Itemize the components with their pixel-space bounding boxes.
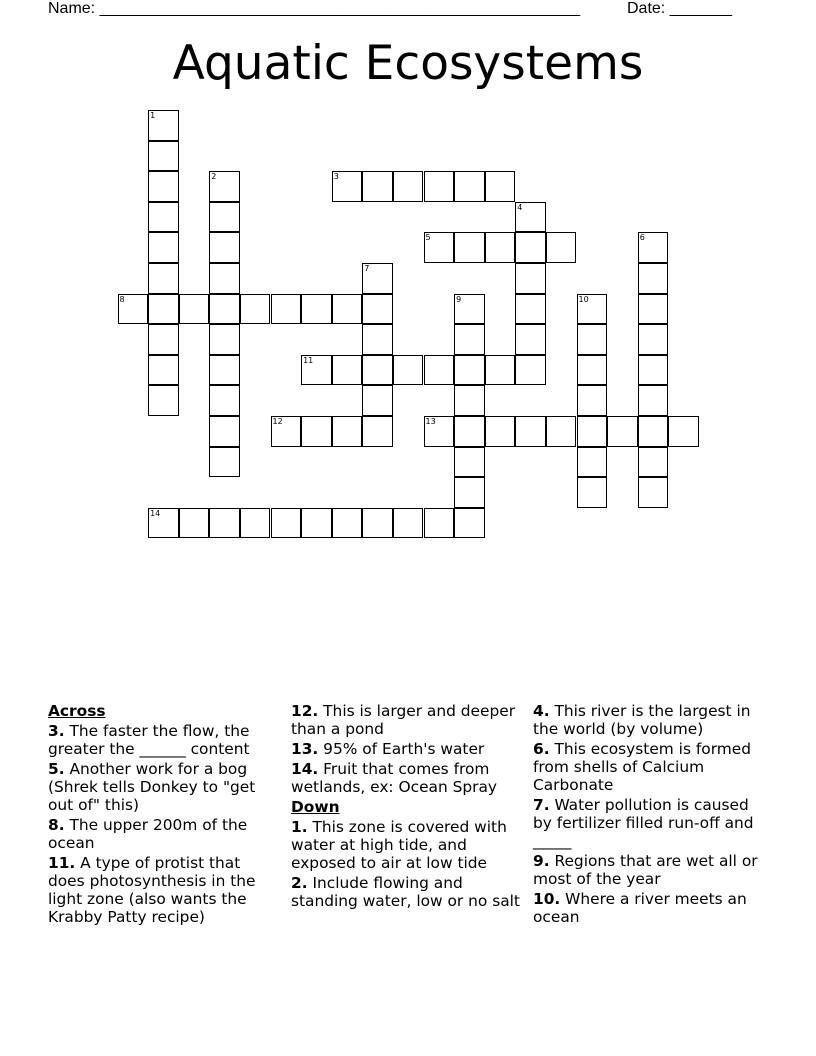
clue-text: This zone is covered with water at high tide, and exposed to air at low tide [291, 818, 507, 872]
grid-cell[interactable] [515, 416, 546, 447]
grid-cell[interactable] [454, 355, 485, 386]
clue-number: 12 [272, 417, 283, 426]
grid-cell[interactable] [209, 202, 240, 233]
grid-cell[interactable] [148, 385, 179, 416]
clue-number: 4 [517, 202, 523, 212]
clue-number: 11. [48, 854, 76, 872]
grid-cell[interactable] [271, 416, 302, 447]
clues-column-1 [48, 702, 278, 928]
grid-cell[interactable] [301, 416, 332, 447]
grid-cell[interactable] [209, 324, 240, 355]
grid-cell[interactable] [362, 294, 393, 325]
clue-text: A type of protist that does photosynthesis in the light zone (also wants the Krabby Patty recipe) [48, 854, 256, 926]
grid-cell[interactable] [577, 294, 608, 325]
clue-number: 5. [48, 760, 65, 778]
grid-cell[interactable] [577, 477, 608, 508]
clue-number: 4. [533, 702, 550, 720]
grid-cell[interactable] [424, 355, 455, 386]
clue [291, 760, 523, 796]
grid-cell[interactable] [209, 171, 240, 202]
clue-text: This is larger and deeper than a pond [291, 702, 516, 738]
clue-text: 95% of Earth's water [318, 740, 485, 758]
grid-cell[interactable] [638, 447, 669, 478]
grid-cell[interactable] [454, 294, 485, 325]
grid-cell[interactable] [271, 294, 302, 325]
clue [533, 852, 765, 888]
grid-cell[interactable] [454, 477, 485, 508]
grid-cell[interactable] [148, 355, 179, 386]
clue [48, 722, 278, 758]
grid-cell[interactable] [179, 294, 210, 325]
clues-column-2 [291, 702, 523, 912]
grid-cell[interactable] [454, 232, 485, 263]
grid-cell[interactable] [607, 416, 638, 447]
clue-number: 14 [150, 508, 161, 518]
grid-cell[interactable] [454, 447, 485, 478]
clue-text: This river is the largest in the world (by volume) [533, 702, 751, 738]
grid-cell[interactable] [148, 110, 179, 141]
grid-cell[interactable] [362, 324, 393, 355]
clue-number: 2. [291, 874, 308, 892]
grid-cell[interactable] [362, 416, 393, 447]
grid-cell[interactable] [485, 232, 516, 263]
grid-cell[interactable] [148, 141, 179, 172]
grid-cell[interactable] [454, 385, 485, 416]
clue-text: Fruit that comes from wetlands, ex: Ocean Spray [291, 760, 498, 796]
clue-number: 10 [578, 294, 589, 304]
grid-cell[interactable] [301, 294, 332, 325]
grid-cell[interactable] [515, 324, 546, 355]
grid-cell[interactable] [362, 355, 393, 386]
grid-cell[interactable] [638, 385, 669, 416]
grid-cell[interactable] [638, 324, 669, 355]
grid-cell[interactable] [485, 171, 516, 202]
clue-number: 13. [291, 740, 319, 758]
grid-cell[interactable] [638, 263, 669, 294]
clue-text: The upper 200m of the ocean [48, 816, 248, 852]
grid-cell[interactable] [638, 294, 669, 325]
grid-cell[interactable] [209, 508, 240, 539]
grid-cell[interactable] [301, 355, 332, 386]
grid-cell[interactable] [301, 508, 332, 539]
clue [533, 740, 765, 794]
clue-number: 1 [150, 111, 156, 120]
grid-cell[interactable] [515, 202, 546, 233]
clue-number: 2 [211, 172, 217, 182]
grid-cell[interactable] [424, 508, 455, 539]
clue [48, 816, 278, 852]
clue-number: 10. [533, 890, 561, 908]
grid-cell[interactable] [332, 416, 363, 447]
across-heading: Across [48, 702, 106, 720]
grid-cell[interactable] [546, 232, 577, 263]
grid-cell[interactable] [515, 355, 546, 386]
clue-number: 9. [533, 852, 550, 870]
grid-cell[interactable] [148, 232, 179, 263]
down-heading: Down [291, 798, 340, 816]
grid-cell[interactable] [148, 324, 179, 355]
grid-cell[interactable] [209, 232, 240, 263]
grid-cell[interactable] [577, 355, 608, 386]
grid-cell[interactable] [638, 477, 669, 508]
clue [48, 854, 278, 926]
grid-cell[interactable] [515, 294, 546, 325]
grid-cell[interactable] [209, 447, 240, 478]
grid-cell[interactable] [209, 294, 240, 325]
grid-cell[interactable] [393, 355, 424, 386]
grid-cell[interactable] [515, 263, 546, 294]
grid-cell[interactable] [577, 324, 608, 355]
grid-cell[interactable] [148, 171, 179, 202]
grid-cell[interactable] [424, 171, 455, 202]
clue-number: 6. [533, 740, 550, 758]
grid-cell[interactable] [393, 171, 424, 202]
clue [291, 702, 523, 738]
grid-cell[interactable] [485, 355, 516, 386]
grid-cell[interactable] [638, 416, 669, 447]
grid-cell[interactable] [454, 171, 485, 202]
clue-number: 3 [333, 172, 339, 182]
clue-number: 7 [364, 264, 370, 273]
grid-cell[interactable] [546, 416, 577, 447]
clue-text: This ecosystem is formed from shells of Calcium Carbonate [533, 740, 751, 794]
grid-cell[interactable] [485, 416, 516, 447]
clue-number: 9 [456, 294, 462, 304]
grid-cell[interactable] [240, 294, 271, 325]
clue-text: Where a river meets an ocean [533, 890, 747, 926]
grid-cell[interactable] [240, 508, 271, 539]
grid-cell[interactable] [454, 508, 485, 539]
clue-number: 11 [303, 355, 314, 365]
grid-cell[interactable] [424, 232, 455, 263]
clue-number: 5 [425, 233, 431, 243]
grid-cell[interactable] [179, 508, 210, 539]
clue-text: Regions that are wet all or most of the year [533, 852, 758, 888]
grid-cell[interactable] [454, 416, 485, 447]
clue [533, 702, 765, 738]
clue-number: 13 [425, 417, 436, 426]
clue [533, 890, 765, 926]
name-line[interactable]: Name: ______________________________________________________ [48, 0, 581, 17]
grid-cell[interactable] [638, 232, 669, 263]
clue [291, 818, 523, 872]
clue [48, 760, 278, 814]
clue-number: 8. [48, 816, 65, 834]
clue-number: 6 [639, 233, 645, 243]
clue-text: Another work for a bog (Shrek tells Donkey to "get out of" this) [48, 760, 256, 814]
clue-number: 8 [119, 294, 125, 304]
clue-text: Include flowing and standing water, low or no salt [291, 874, 520, 910]
grid-cell[interactable] [577, 447, 608, 478]
grid-cell[interactable] [454, 324, 485, 355]
clue-number: 3. [48, 722, 65, 740]
clue [291, 874, 523, 910]
grid-cell[interactable] [332, 508, 363, 539]
grid-cell[interactable] [424, 416, 455, 447]
clue-number: 1. [291, 818, 308, 836]
clue-text: The faster the flow, the greater the ______ content [48, 722, 250, 758]
grid-cell[interactable] [209, 416, 240, 447]
grid-cell[interactable] [362, 171, 393, 202]
page-title: Aquatic Ecosystems [172, 36, 644, 91]
grid-cell[interactable] [209, 355, 240, 386]
grid-cell[interactable] [148, 294, 179, 325]
grid-cell[interactable] [332, 355, 363, 386]
clue-text: Water pollution is caused by fertilizer filled run-off and _____ [533, 796, 754, 850]
clue-number: 14. [291, 760, 319, 778]
grid-cell[interactable] [393, 508, 424, 539]
grid-cell[interactable] [118, 294, 149, 325]
clues-column-3 [533, 702, 765, 928]
grid-cell[interactable] [271, 508, 302, 539]
date-line[interactable]: Date: _______ [627, 0, 732, 17]
clue [533, 796, 765, 850]
clue [291, 740, 523, 758]
grid-cell[interactable] [148, 508, 179, 539]
grid-cell[interactable] [577, 416, 608, 447]
grid-cell[interactable] [148, 202, 179, 233]
clue-number: 12. [291, 702, 319, 720]
clue-number: 7. [533, 796, 550, 814]
grid-cell[interactable] [362, 508, 393, 539]
grid-cell[interactable] [148, 263, 179, 294]
grid-cell[interactable] [668, 416, 699, 447]
grid-cell[interactable] [638, 355, 669, 386]
grid-cell[interactable] [332, 294, 363, 325]
grid-cell[interactable] [362, 385, 393, 416]
grid-cell[interactable] [577, 385, 608, 416]
grid-cell[interactable] [515, 232, 546, 263]
grid-cell[interactable] [209, 263, 240, 294]
grid-cell[interactable] [332, 171, 363, 202]
grid-cell[interactable] [362, 263, 393, 294]
grid-cell[interactable] [209, 385, 240, 416]
